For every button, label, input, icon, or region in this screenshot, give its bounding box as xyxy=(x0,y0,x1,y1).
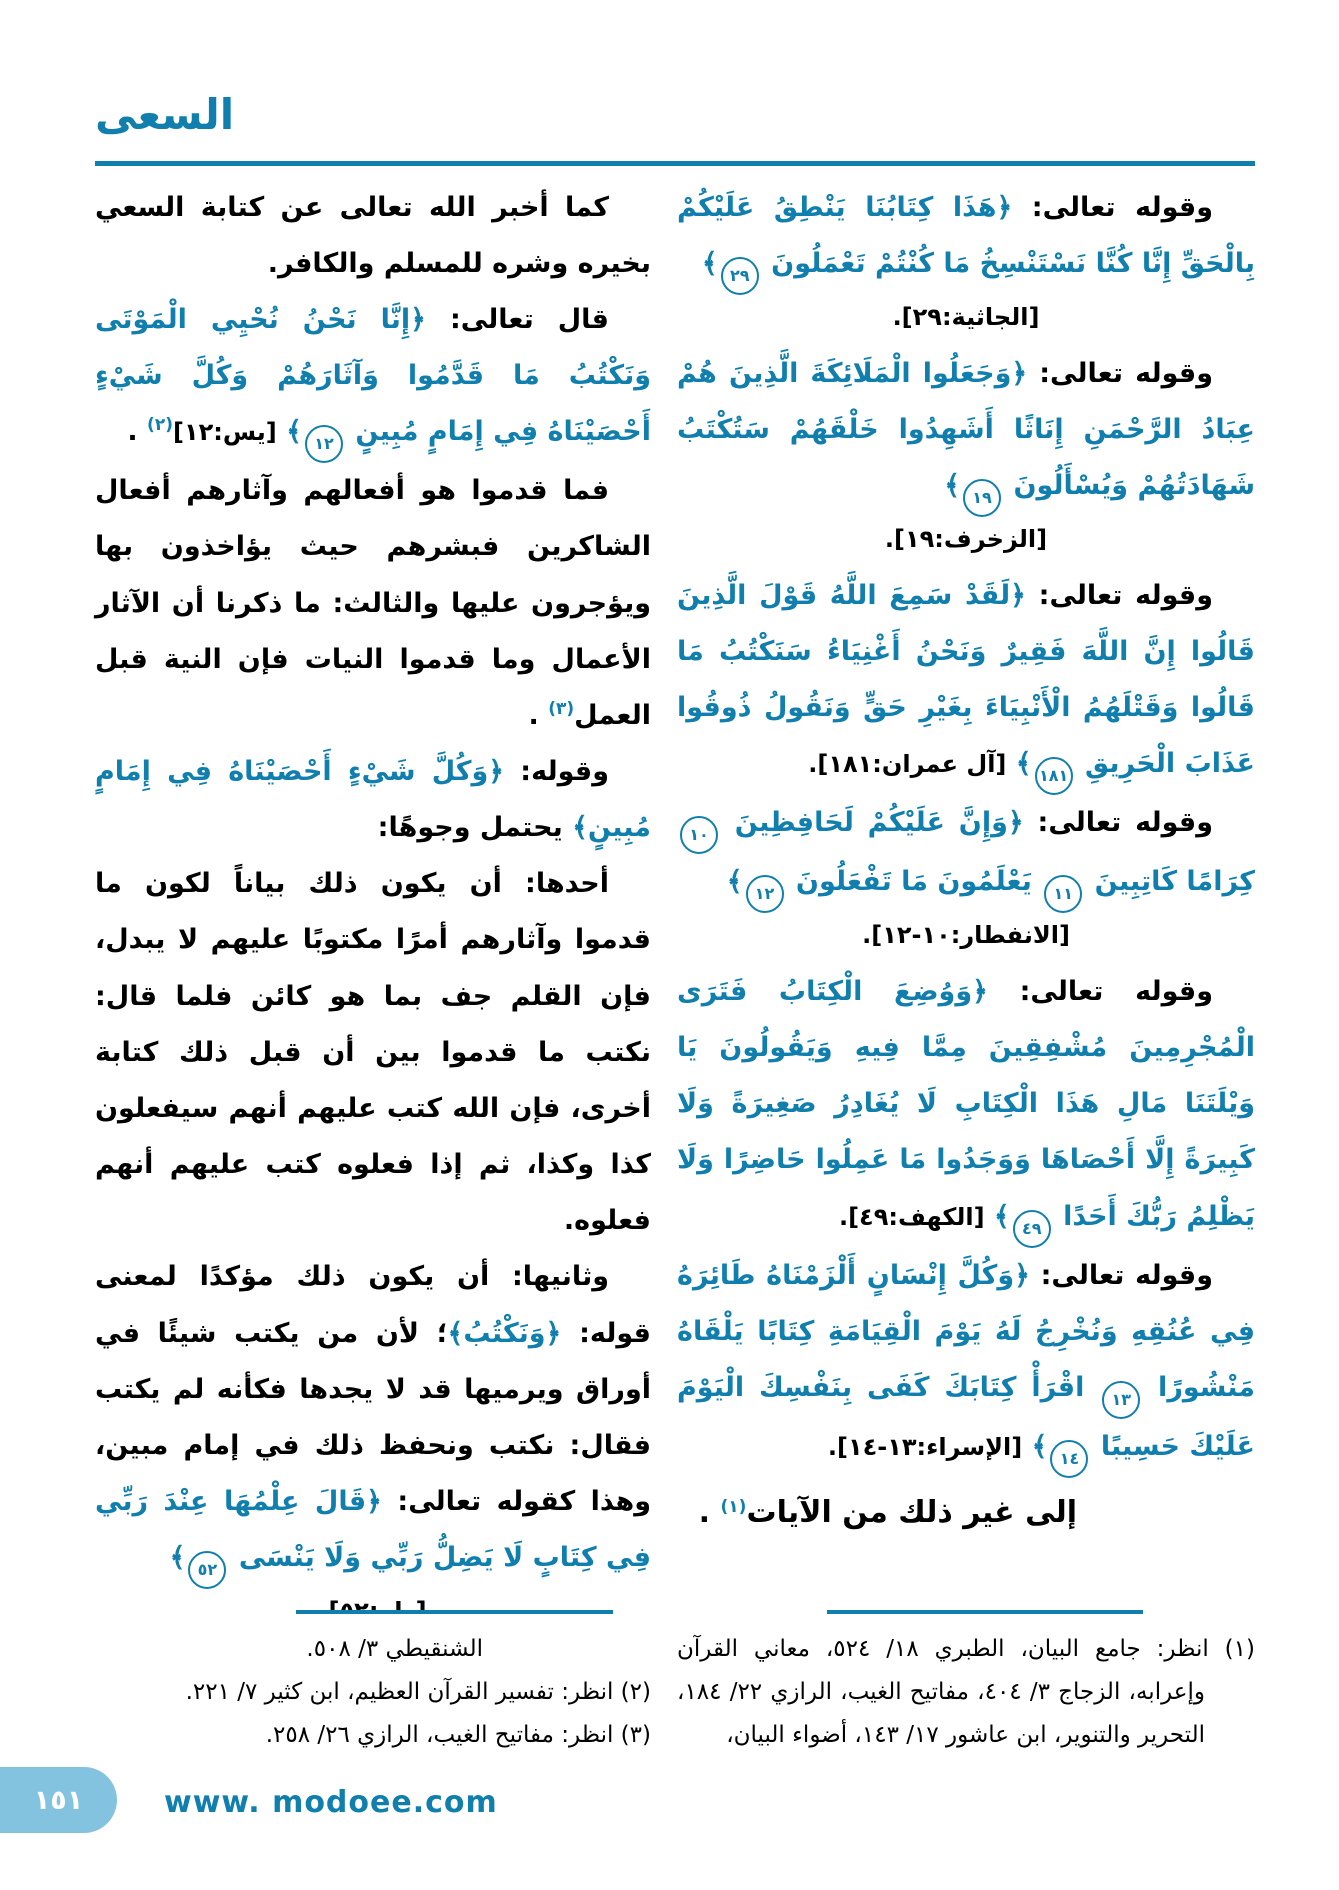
paragraph xyxy=(677,297,1255,338)
quran-text: ﴿وَإِنَّ عَلَيْكُمْ لَحَافِظِينَ xyxy=(721,807,1024,839)
verse-reference: [الزخرف:١٩]. xyxy=(884,524,1048,553)
paragraph xyxy=(95,292,651,463)
body-text: فما قدموا هو أفعالهم وآثارهم أفعال الشاكرين فبشرهم حيث يؤاخذون بها ويؤجرون عليها والثالث: ما ذكرنا أن الآثار الأعمال وما قدموا النيات فإن النية قبل العمل xyxy=(95,475,651,731)
body-text: وقوله تعالى: xyxy=(1012,191,1213,223)
body-text: إلى غير ذلك من الآيات xyxy=(746,1494,1077,1530)
page-header-title: السعى xyxy=(95,90,235,139)
footnote-marker: (٢) xyxy=(147,415,173,436)
body-text: أحدها: أن يكون ذلك بياناً لكون ما قدموا وآثارهم أمرًا مكتوبًا عليهم لا يبدل، فإن القلم جف بما هو كائن فلما قال: نكتب ما قدموا بين أن قبل ذلك كتابة أخرى، فإن الله كتب عليهم أنهم سيفعلون كذا وكذا، ثم إذا فعلوه كتب عليهم أنهم فعلوه. xyxy=(95,868,651,1237)
paragraph xyxy=(677,795,1255,913)
footnote-rule xyxy=(827,1610,1143,1614)
column-left xyxy=(95,180,651,1757)
quran-text: يَعْلَمُونَ مَا تَفْعَلُونَ xyxy=(786,866,1042,898)
body-text: . xyxy=(698,1494,721,1530)
column-right-body xyxy=(677,180,1255,1552)
page-number-badge xyxy=(0,1767,117,1833)
verse-reference: [الانفطار:١٠-١٢]. xyxy=(862,921,1070,950)
body-text: قال تعالى: xyxy=(426,303,609,335)
footnotes-left xyxy=(95,1628,651,1756)
quran-text: ﴾ xyxy=(169,1542,186,1574)
footnote-marker: (١) xyxy=(720,1496,747,1517)
paragraph xyxy=(677,1248,1255,1478)
ayah-number-marker: ٥٢ xyxy=(188,1551,226,1589)
quran-text: ﴾ xyxy=(944,469,961,501)
footnote-marker: (٣) xyxy=(548,698,575,719)
quran-text: ﴾ xyxy=(1006,748,1032,780)
body-text: وقوله: xyxy=(504,756,609,787)
paragraph xyxy=(677,180,1255,295)
quran-text: ﴿لَقَدْ سَمِعَ اللَّهُ قَوْلَ الَّذِينَ قَالُوا إِنَّ اللَّهَ فَقِيرٌ وَنَحْنُ أَغْنِيَاءُ سَنَكْتُبُ مَا قَالُوا وَقَتْلَهُمُ الْأَنْبِيَاءَ بِغَيْرِ حَقٍّ وَنَقُولُ ذُوقُوا عَذَابَ الْحَرِيقِ xyxy=(677,579,1255,780)
header-rule xyxy=(95,161,1255,166)
footnote: (٢) انظر: تفسير القرآن العظيم، ابن كثير ٧/ ٢٢١. xyxy=(185,1679,651,1706)
body-text: كما أخبر الله تعالى عن كتابة السعي بخيره وشره للمسلم والكافر. xyxy=(95,191,651,279)
quran-text: كِرَامًا كَاتِبِينَ xyxy=(1085,866,1255,898)
footnote: (٣) انظر: مفاتيح الغيب، الرازي ٢٦/ ٢٥٨. xyxy=(265,1721,651,1748)
paragraph xyxy=(95,1249,651,1589)
paragraph xyxy=(95,463,651,744)
paragraph xyxy=(677,568,1255,795)
paragraph xyxy=(677,915,1255,956)
ayah-number-marker: ١٠ xyxy=(680,816,718,854)
column-left-body xyxy=(95,180,651,1592)
footnote-block-right xyxy=(677,1610,1255,1756)
ayah-number-marker: ١٣ xyxy=(1102,1381,1140,1419)
footnote: (١) انظر: جامع البيان، الطبري ١٨/ ٥٢٤، معاني القرآن وإعرابه، الزجاج ٣/ ٤٠٤، مفاتيح الغيب، الرازي ٢٢/ ١٨٤، التحرير والتنوير، ابن عاشور ١٧/ ١٤٣، أضواء البيان، xyxy=(677,1636,1256,1748)
quran-text: ﴾ xyxy=(276,416,302,448)
verse-reference: [الكهف:٤٩]. xyxy=(838,1202,985,1231)
ayah-number-marker: ١٤ xyxy=(1050,1440,1088,1478)
body-text: يحتمل وجوهًا: xyxy=(377,812,573,844)
footnote-rule xyxy=(296,1610,613,1614)
quran-text: ﴿وَوُضِعَ الْكِتَابُ فَتَرَى الْمُجْرِمِينَ مُشْفِقِينَ مِمَّا فِيهِ وَيَقُولُونَ يَا وَيْلَتَنَا مَالِ هَذَا الْكِتَابِ لَا يُغَادِرُ صَغِيرَةً وَلَا كَبِيرَةً إِلَّا أَحْصَاهَا وَوَجَدُوا مَا عَمِلُوا حَاضِرًا وَلَا يَظْلِمُ رَبُّكَ أَحَدًا xyxy=(677,975,1255,1232)
footnote: الشنقيطي ٣/ ٥٠٨. xyxy=(306,1636,483,1663)
paragraph xyxy=(677,346,1255,517)
ayah-number-marker: ٤٩ xyxy=(1013,1210,1051,1248)
quran-text: ﴾ xyxy=(726,866,743,898)
ayah-number-marker: ١٩ xyxy=(963,479,1001,517)
footnote-block-left xyxy=(95,1610,651,1756)
quran-text: ﴿وَجَعَلُوا الْمَلَائِكَةَ الَّذِينَ هُمْ عِبَادُ الرَّحْمَنِ إِنَاثًا أَشَهِدُوا خَلْقَهُمْ سَتُكْتَبُ شَهَادَتُهُمْ وَيُسْأَلُونَ xyxy=(677,357,1255,501)
quran-text: ﴿وَنَكْتُبُ﴾ xyxy=(447,1317,562,1349)
ayah-number-marker: ١٢ xyxy=(746,875,784,913)
footnotes-right xyxy=(677,1628,1255,1756)
quran-text: ﴾ xyxy=(701,247,718,279)
ayah-number-marker: ١١ xyxy=(1044,875,1082,913)
ayah-number-marker: ١٢ xyxy=(305,425,343,463)
quran-text: ﴾ xyxy=(1022,1430,1048,1462)
paragraph xyxy=(677,964,1255,1248)
body-text: وثانيها: أن يكون ذلك مؤكدًا لمعنى قوله: xyxy=(95,1261,651,1349)
verse-reference: [الجاثية:٢٩]. xyxy=(892,302,1040,331)
verse-reference: [الإسراء:١٣-١٤]. xyxy=(827,1432,1023,1461)
paragraph xyxy=(95,744,651,856)
quran-text: ﴿وَكُلَّ شَيْءٍ أَحْصَيْنَاهُ فِي إِمَامٍ مُبِينٍ﴾ xyxy=(95,756,651,844)
body-text: وقوله تعالى: xyxy=(1029,1259,1213,1291)
paragraph xyxy=(677,519,1255,560)
website-text: www. modoee.com xyxy=(164,1785,498,1820)
quran-text: ﴿إِنَّا نَحْنُ نُحْيِي الْمَوْتَى وَنَكْتُبُ مَا قَدَّمُوا وَآثَارَهُمْ وَكُلَّ شَيْءٍ أَحْصَيْنَاهُ فِي إِمَامٍ مُبِينٍ xyxy=(95,303,651,448)
page-content xyxy=(95,0,1255,1757)
body-text: ؛ لأن من يكتب شيئًا في أوراق ويرميها قد لا يجدها فكأنه لم يكتب فقال: نكتب ونحفظ ذلك في إمام مبين، وهذا كقوله تعالى: xyxy=(95,1317,651,1518)
verse-reference: [يس:١٢] xyxy=(172,418,277,447)
ayah-number-marker: ١٨١ xyxy=(1035,757,1073,795)
verse-reference: [آل عمران:١٨١]. xyxy=(808,750,1007,779)
page-number: ١٥١ xyxy=(33,1784,84,1816)
quran-text: ﴿وَكُلَّ إِنْسَانٍ أَلْزَمْنَاهُ طَائِرَهُ فِي عُنُقِهِ وَنُخْرِجُ لَهُ يَوْمَ الْقِيَامَةِ كِتَابًا يَلْقَاهُ مَنْشُورًا xyxy=(677,1259,1255,1403)
quran-text: ﴾ xyxy=(984,1200,1010,1232)
paragraph xyxy=(677,1484,1255,1541)
ayah-number-marker: ٢٩ xyxy=(721,257,759,295)
paragraph xyxy=(95,856,651,1249)
column-right xyxy=(677,180,1255,1757)
paragraph xyxy=(95,180,651,292)
quran-text: ﴿قَالَ عِلْمُهَا عِنْدَ رَبِّي فِي كِتَابٍ لَا يَضِلُّ رَبِّي وَلَا يَنْسَى xyxy=(95,1486,651,1574)
quran-text: اقْرَأْ كِتَابَكَ كَفَى بِنَفْسِكَ الْيَوْمَ عَلَيْكَ حَسِيبًا xyxy=(677,1371,1255,1462)
body-text: . xyxy=(528,699,549,731)
body-text: وقوله تعالى: xyxy=(1025,579,1213,611)
body-text: وقوله تعالى: xyxy=(1027,357,1213,389)
text-columns xyxy=(95,180,1255,1757)
body-text: وقوله تعالى: xyxy=(1023,807,1213,839)
quran-text: ﴿هَذَا كِتَابُنَا يَنْطِقُ عَلَيْكُمْ بِالْحَقِّ إِنَّا كُنَّا نَسْتَنْسِخُ مَا كُنْتُمْ تَعْمَلُونَ xyxy=(677,191,1255,279)
body-text: وقوله تعالى: xyxy=(987,975,1213,1007)
body-text: . xyxy=(127,416,148,448)
